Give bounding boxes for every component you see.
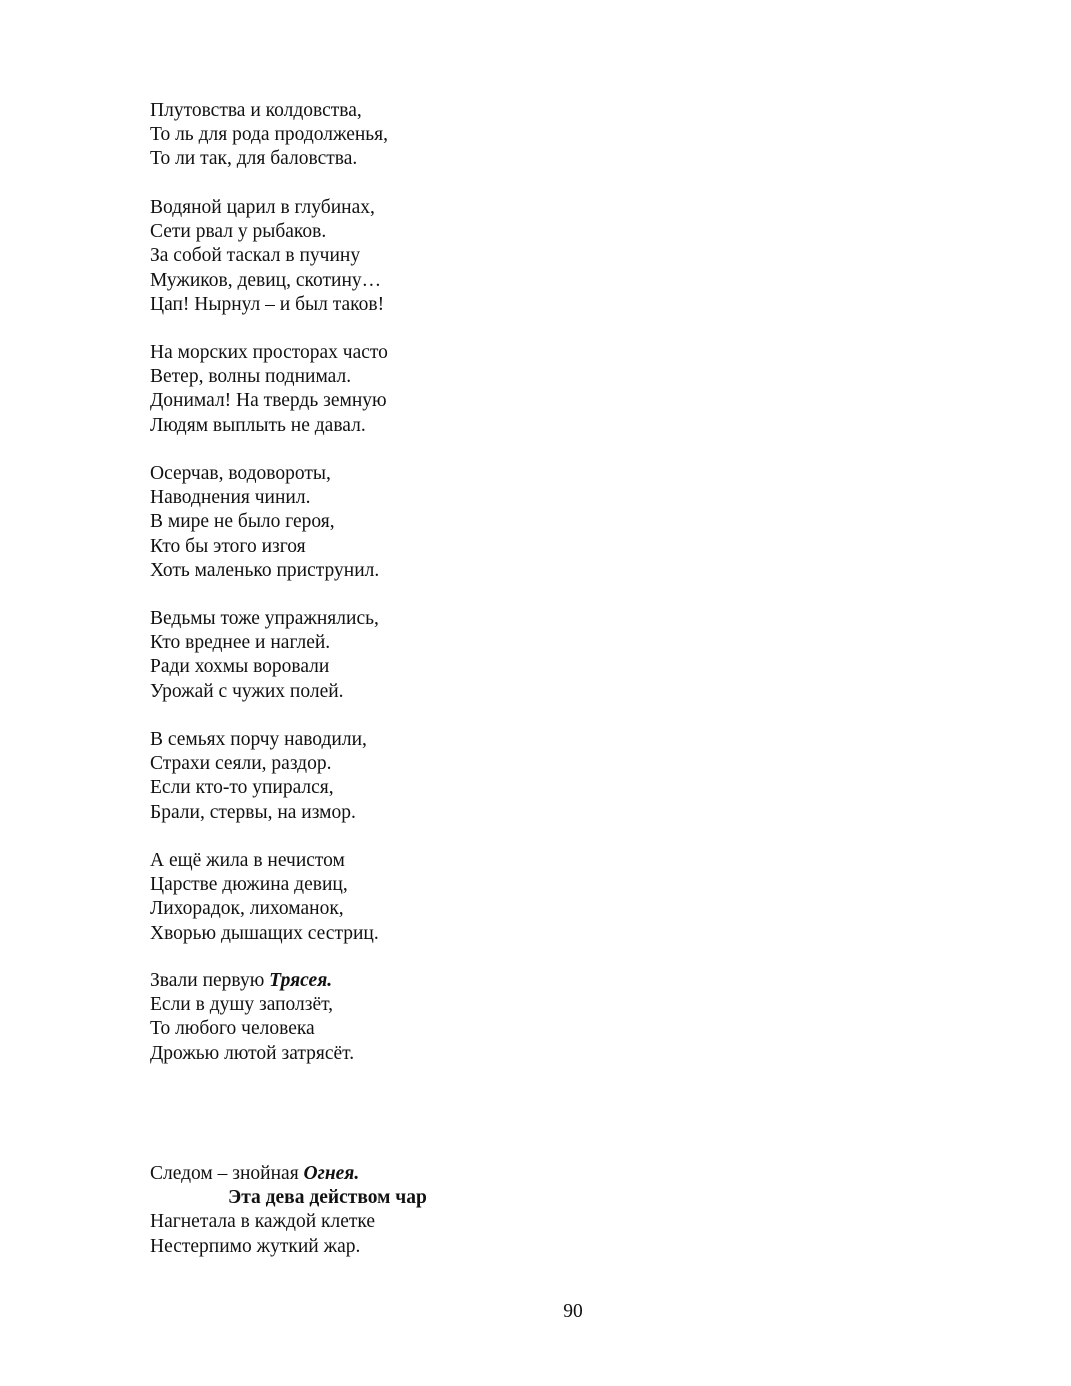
poem-line: То ли так, для баловства. bbox=[150, 148, 358, 170]
poem-line: Наводнения чинил. bbox=[150, 487, 311, 509]
character-name: Огнея. bbox=[303, 1163, 360, 1184]
page-number: 90 bbox=[563, 1301, 583, 1322]
poem-line: В семьях порчу наводили, bbox=[150, 729, 367, 750]
stanza-6 bbox=[150, 728, 850, 825]
character-name: Трясея. bbox=[269, 970, 333, 991]
poem-line: В мире не было героя, bbox=[150, 511, 335, 533]
poem-line: Цап! Нырнул – и был таков! bbox=[150, 293, 385, 315]
stanza-4 bbox=[150, 462, 850, 583]
poem-line-bold: Эта дева действом чар bbox=[228, 1187, 427, 1209]
poem-line: Ведьмы тоже упражнялись, bbox=[150, 608, 379, 629]
poem-line: На морских просторах часто bbox=[150, 342, 388, 363]
poem-line: Осерчав, водовороты, bbox=[150, 463, 331, 484]
poem-line: Донимал! На твердь земную bbox=[150, 390, 387, 412]
poem-line: А ещё жила в нечистом bbox=[150, 850, 345, 871]
poem-line: Людям выплыть не давал. bbox=[150, 414, 366, 436]
stanza-2 bbox=[150, 196, 850, 317]
poem-line bbox=[150, 969, 850, 993]
poem-line: Если в душу заползёт, bbox=[150, 994, 334, 1016]
poem-line bbox=[150, 1162, 850, 1186]
poem-line: То ль для рода продолженья, bbox=[150, 124, 389, 146]
poem-line: Ветер, волны поднимал. bbox=[150, 366, 352, 388]
poem-line: Если кто-то упирался, bbox=[150, 777, 334, 799]
poem-line: Водяной царил в глубинах, bbox=[150, 197, 375, 218]
stanza-5 bbox=[150, 607, 850, 704]
poem-line: Кто бы этого изгоя bbox=[150, 535, 306, 557]
stanza-8 bbox=[150, 969, 850, 1066]
stanza-9 bbox=[150, 1162, 850, 1259]
poem-line: Дрожью лютой затрясёт. bbox=[150, 1042, 355, 1064]
poem-line: Лихорадок, лихоманок, bbox=[150, 898, 344, 920]
poem-line: Хворью дышащих сестриц. bbox=[150, 922, 379, 944]
poem-line: Страхи сеяли, раздор. bbox=[150, 753, 332, 775]
poem-line: Ради хохмы воровали bbox=[150, 656, 330, 678]
stanza-3 bbox=[150, 341, 850, 438]
poem-line: Урожай с чужих полей. bbox=[150, 680, 344, 702]
line-prefix: Следом – знойная bbox=[150, 1163, 304, 1184]
poem-line: Брали, стервы, на измор. bbox=[150, 801, 356, 823]
poem-line: Сети рвал у рыбаков. bbox=[150, 221, 327, 243]
poem-line: Нагнетала в каждой клетке bbox=[150, 1211, 376, 1233]
line-prefix: Звали первую bbox=[150, 970, 270, 991]
poem-line: Нестерпимо жуткий жар. bbox=[150, 1235, 361, 1257]
stanza-1 bbox=[150, 99, 850, 172]
poem-line: То любого человека bbox=[150, 1018, 315, 1040]
poem-line: Царстве дюжина девиц, bbox=[150, 874, 348, 896]
poem-line: За собой таскал в пучину bbox=[150, 245, 361, 267]
poem-line: Кто вреднее и наглей. bbox=[150, 632, 331, 654]
poem-line: Мужиков, девиц, скотину… bbox=[150, 269, 382, 291]
poem-line: Хоть маленько приструнил. bbox=[150, 559, 380, 581]
poem-line: Плутовства и колдовства, bbox=[150, 100, 362, 121]
stanza-7 bbox=[150, 849, 850, 946]
